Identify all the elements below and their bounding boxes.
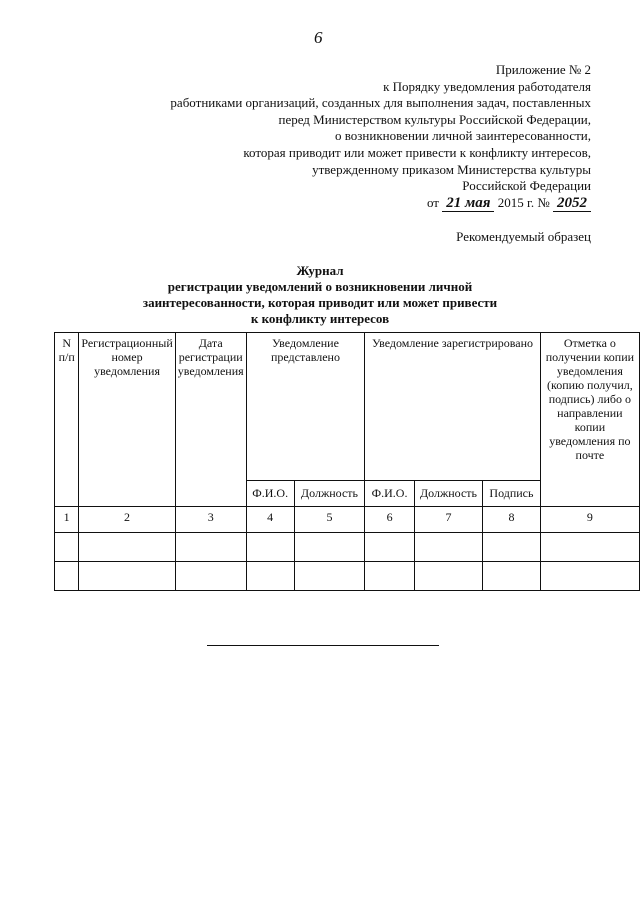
end-separator-line xyxy=(207,645,439,646)
subheader-fio: Ф.И.О. xyxy=(246,481,294,507)
appendix-line: Приложение № 2 xyxy=(495,62,591,77)
empty-cell xyxy=(483,562,541,591)
empty-cell xyxy=(414,533,482,562)
title-line: к конфликту интересов xyxy=(250,311,390,326)
empty-cell xyxy=(414,562,482,591)
appendix-line: перед Министерством культуры Российской Федерации, xyxy=(278,111,591,127)
empty-cell xyxy=(175,562,246,591)
order-date-line xyxy=(427,195,591,212)
empty-cell xyxy=(246,562,294,591)
title-line: Журнал xyxy=(296,263,344,278)
empty-cell xyxy=(294,533,365,562)
empty-cell xyxy=(246,533,294,562)
appendix-line: работниками организаций, созданных для выполнения задач, поставленных xyxy=(170,95,591,111)
empty-cell xyxy=(55,562,79,591)
column-number: 5 xyxy=(294,507,365,533)
title-line: заинтересованности, которая приводит или может привести xyxy=(142,295,498,310)
appendix-line: о возникновении личной заинтересованности, xyxy=(335,128,591,144)
empty-cell xyxy=(55,533,79,562)
column-number: 4 xyxy=(246,507,294,533)
appendix-header xyxy=(170,62,591,211)
column-number: 3 xyxy=(175,507,246,533)
appendix-line: Российской Федерации xyxy=(462,178,591,194)
empty-row xyxy=(55,562,640,591)
column-number: 2 xyxy=(79,507,175,533)
sample-label: Рекомендуемый образец xyxy=(456,229,591,244)
handwritten-order-number: 2052 xyxy=(553,195,591,212)
subheader-position: Должность xyxy=(294,481,365,507)
date-prefix: от xyxy=(426,194,439,210)
empty-cell xyxy=(175,533,246,562)
header-reg-date: Дата регистрации уведомления xyxy=(175,333,246,507)
date-year: 2015 г. № xyxy=(497,194,550,210)
page-number: 6 xyxy=(314,28,323,47)
title-line: регистрации уведомлений о возникновении личной xyxy=(167,279,473,294)
empty-cell xyxy=(540,533,639,562)
empty-cell xyxy=(79,533,175,562)
column-number: 7 xyxy=(414,507,482,533)
subheader-signature: Подпись xyxy=(483,481,541,507)
column-number: 9 xyxy=(540,507,639,533)
subheader-position: Должность xyxy=(414,481,482,507)
column-numbers-row xyxy=(55,507,640,533)
empty-row xyxy=(55,533,640,562)
header-copy-mark: Отметка о получении копии уведомления (копию получил, подпись) либо о направлении копии уведомления по почте xyxy=(540,333,639,507)
header-registered: Уведомление зарегистрировано xyxy=(365,333,540,481)
subheader-fio: Ф.И.О. xyxy=(365,481,415,507)
empty-cell xyxy=(483,533,541,562)
header-num: N п/п xyxy=(55,333,79,507)
empty-cell xyxy=(79,562,175,591)
journal-title xyxy=(0,263,640,327)
column-number: 1 xyxy=(55,507,79,533)
handwritten-date: 21 мая xyxy=(442,195,494,212)
empty-cell xyxy=(365,533,415,562)
header-reg-number: Регистрационный номер уведомления xyxy=(79,333,175,507)
journal-table xyxy=(54,332,640,591)
appendix-line: которая приводит или может привести к конфликту интересов, xyxy=(243,144,591,160)
empty-cell xyxy=(540,562,639,591)
appendix-line: утвержденному приказом Министерства культуры xyxy=(312,161,591,177)
appendix-line: к Порядку уведомления работодателя xyxy=(383,78,591,94)
empty-cell xyxy=(365,562,415,591)
column-number: 6 xyxy=(365,507,415,533)
header-submitted: Уведомление представлено xyxy=(246,333,365,481)
column-number: 8 xyxy=(483,507,541,533)
empty-cell xyxy=(294,562,365,591)
